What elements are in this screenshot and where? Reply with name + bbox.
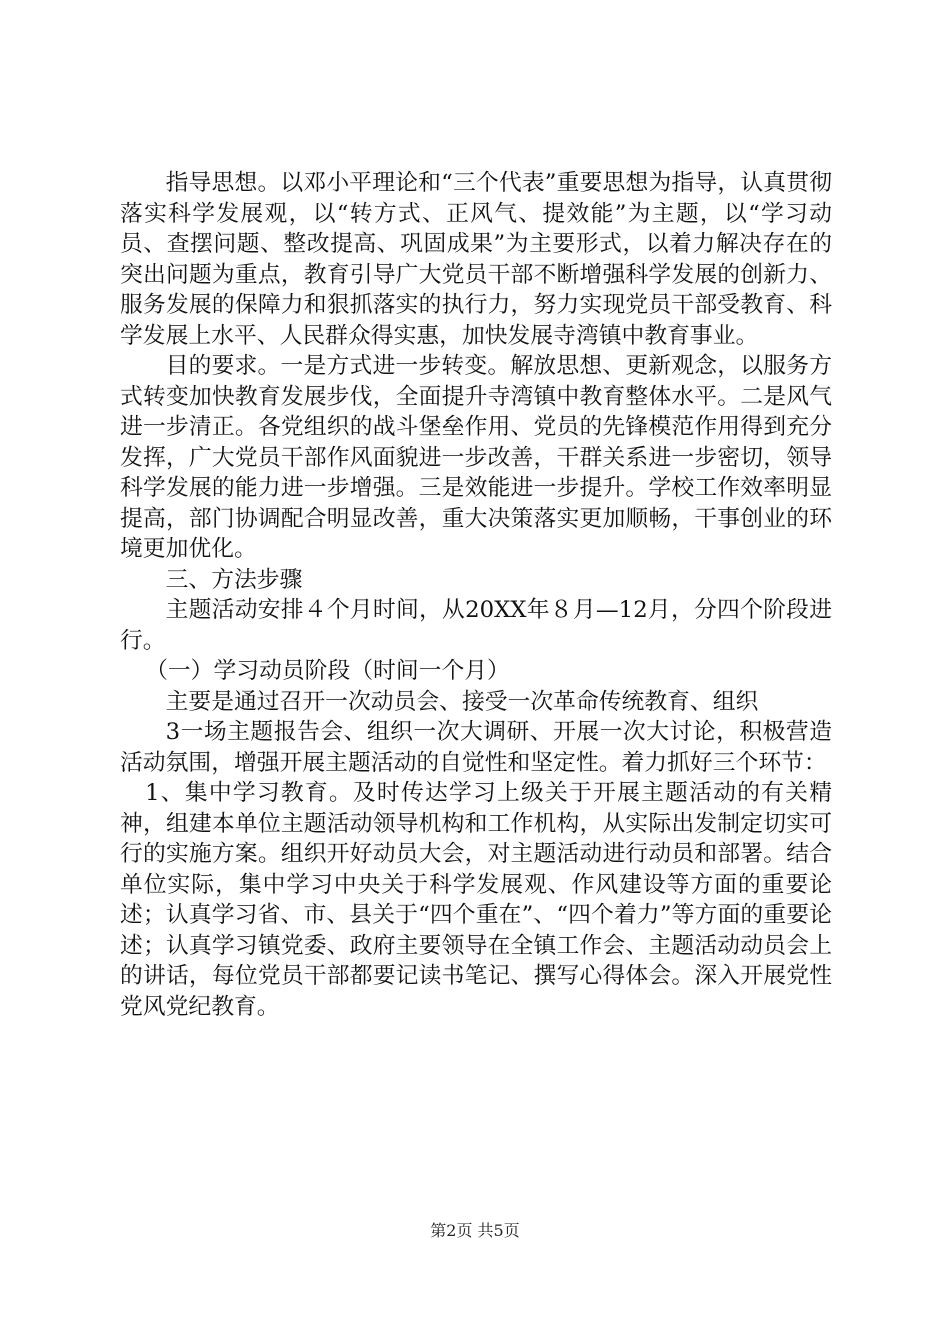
paragraph-centralized-study: 1、集中学习教育。及时传达学习上级关于开展主题活动的有关精神，组建本单位主题活动领导机构和工作机构，从实际出发制定切实可行的实施方案。组织开好动员大会，对主题活动进行动员和部署。结合单位实际，集中学习中央关于科学发展观、作风建设等方面的重要论述；认真学习省、市、县关于“四个重在”、“四个着力”等方面的重要论述；认真学习镇党委、政府主要领导在全镇工作会、主题活动动员会上的讲话，每位党员干部都要记读书笔记、撰写心得体会。深入开展党性党风党纪教育。 (120, 780, 832, 1020)
section-heading-methods: 三、方法步骤 (165, 566, 303, 593)
paragraph-study-continued: 3一场主题报告会、组织一次大调研、开展一次大讨论，积极营造活动氛围，增强开展主题活动的自觉性和坚定性。着力抓好三个环节： (120, 719, 832, 776)
paragraph-guiding-ideology: 指导思想。以邓小平理论和“三个代表”重要思想为指导，认真贯彻落实科学发展观，以“转方式、正风气、提效能”为主题，以“学习动员、查摆问题、整改提高、巩固成果”为主要形式，以着力解决存在的突出问题为重点，教育引导广大党员干部不断增强科学发展的创新力、服务发展的保障力和狠抓落实的执行力，努力实现党员干部受教育、科学发展上水平、人民群众得实惠，加快发展寺湾镇中教育事业。 (120, 170, 832, 349)
paragraph-objectives: 目的要求。一是方式进一步转变。解放思想、更新观念，以服务方式转变加快教育发展步伐，全面提升寺湾镇中教育整体水平。二是风气进一步清正。各党组织的战斗堡垒作用、党员的先锋模范作用得到充分发挥，广大党员干部作风面貌进一步改善，干群关系进一步密切，领导科学发展的能力进一步增强。三是效能进一步提升。学校工作效率明显提高，部门协调配合明显改善，重大决策落实更加顺畅，干事创业的环境更加优化。 (120, 353, 832, 562)
page-number-footer: 第2页 共5页 (430, 1221, 520, 1240)
paragraph-study-intro: 主要是通过召开一次动员会、接受一次革命传统教育、组织 (165, 688, 759, 715)
document-body (120, 168, 832, 1022)
subsection-heading-study-phase: （一）学习动员阶段（时间一个月） (145, 658, 510, 684)
paragraph-schedule: 主题活动安排４个月时间，从20XX年８月—12月，分四个阶段进行。 (120, 597, 832, 654)
